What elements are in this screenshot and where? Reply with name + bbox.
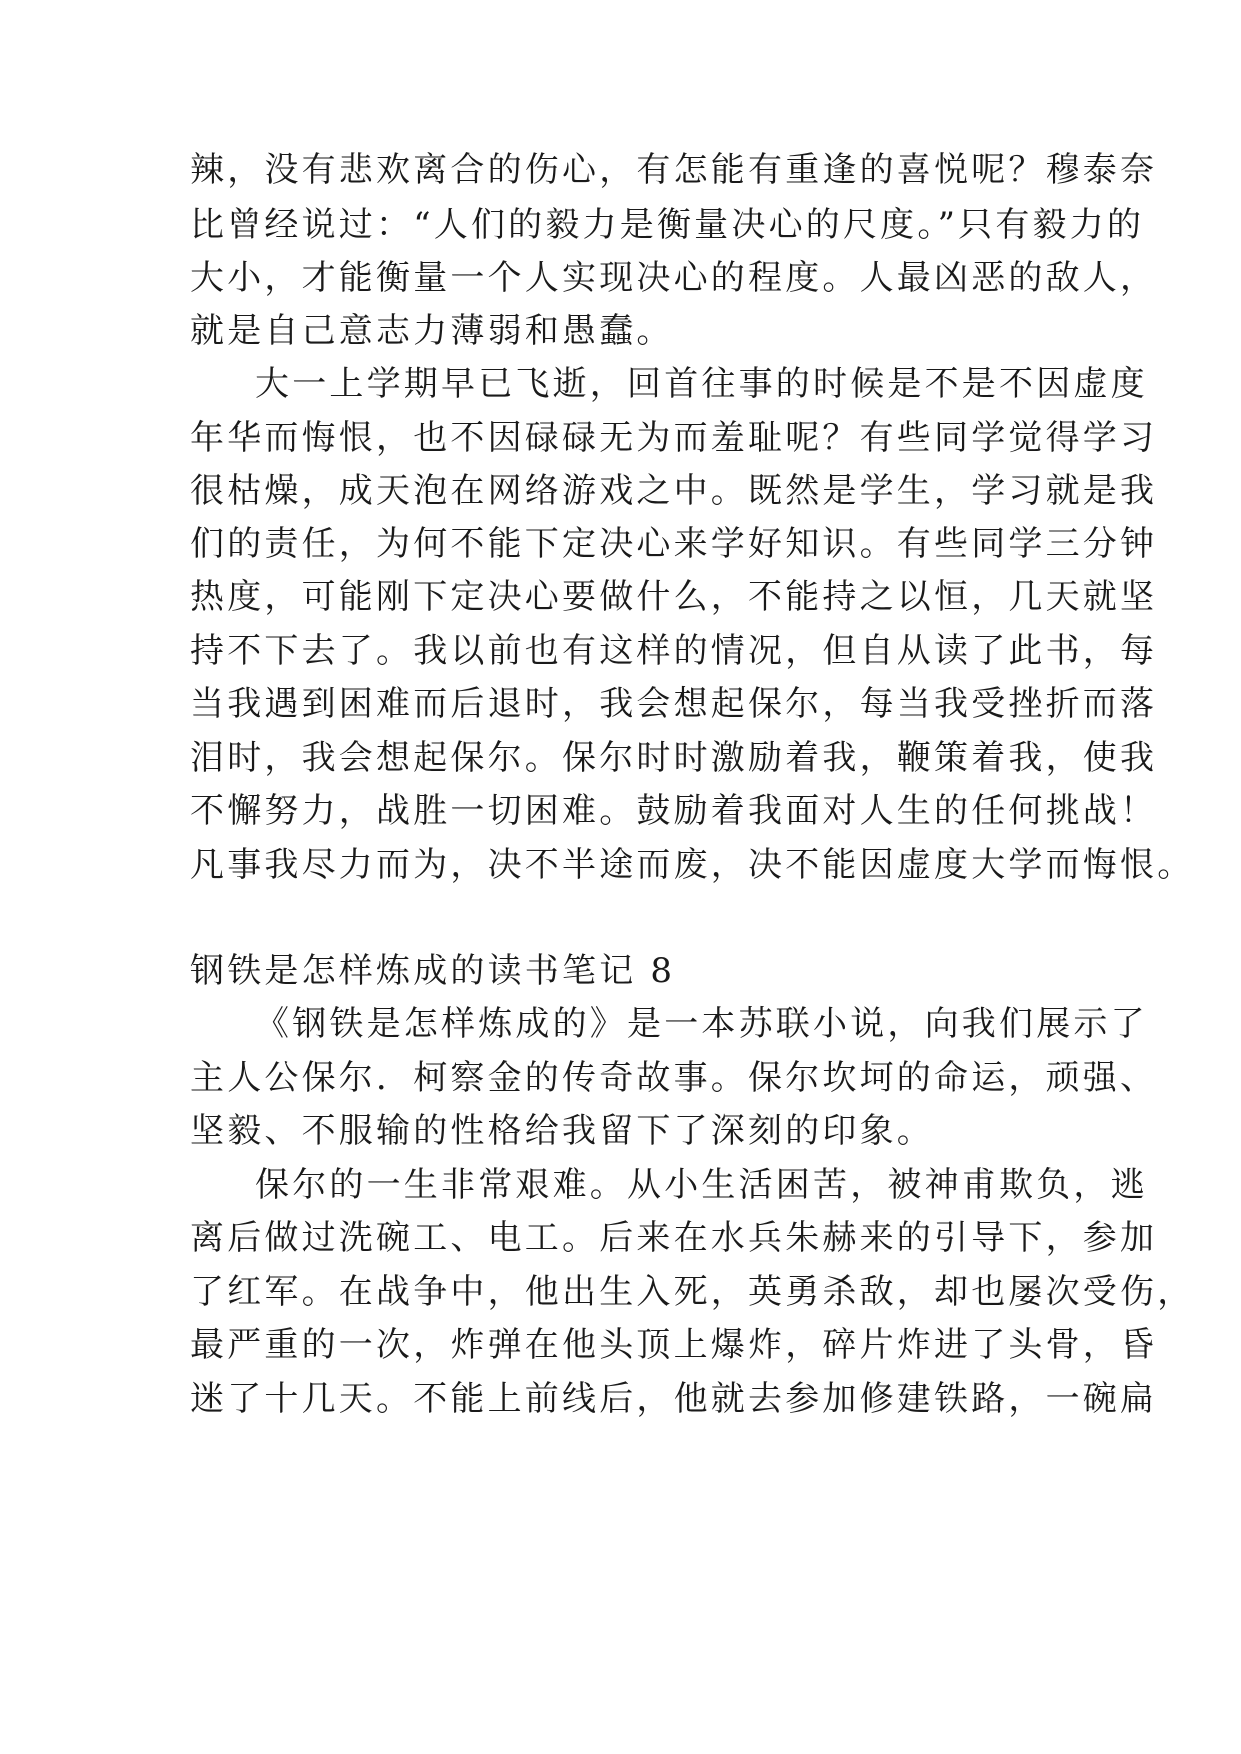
text-line: 辣，没有悲欢离合的伤心，有怎能有重逢的喜悦呢？穆泰奈 <box>190 150 1158 190</box>
text-line: 最严重的一次，炸弹在他头顶上爆炸，碎片炸进了头骨，昏 <box>190 1325 1158 1365</box>
text-line: 持不下去了。我以前也有这样的情况，但自从读了此书，每 <box>190 631 1158 671</box>
text-line: 泪时，我会想起保尔。保尔时时激励着我，鞭策着我，使我 <box>190 738 1158 778</box>
text-line: 保尔的一生非常艰难。从小生活困苦，被神甫欺负，逃 <box>255 1165 1148 1205</box>
text-line: 离后做过洗碗工、电工。后来在水兵朱赫来的引导下，参加 <box>190 1218 1158 1258</box>
text-line: 大小，才能衡量一个人实现决心的程度。人最凶恶的敌人， <box>190 258 1158 298</box>
text-line: 了红军。在战争中，他出生入死，英勇杀敌，却也屡次受伤， <box>190 1272 1195 1312</box>
text-line: 大一上学期早已飞逝，回首往事的时候是不是不因虚度 <box>255 364 1148 404</box>
section-heading: 钢铁是怎样炼成的读书笔记 8 <box>190 951 676 991</box>
text-line: 凡事我尽力而为，决不半途而废，决不能因虚度大学而悔恨。 <box>190 845 1195 885</box>
text-line: 热度，可能刚下定决心要做什么，不能持之以恒，几天就坚 <box>190 577 1158 617</box>
text-line: 就是自己意志力薄弱和愚蠢。 <box>190 311 674 351</box>
text-line: 坚毅、不服输的性格给我留下了深刻的印象。 <box>190 1111 934 1151</box>
text-line: 们的责任，为何不能下定决心来学好知识。有些同学三分钟 <box>190 524 1158 564</box>
text-line: 《钢铁是怎样炼成的》是一本苏联小说，向我们展示了 <box>255 1004 1148 1044</box>
text-line: 迷了十几天。不能上前线后，他就去参加修建铁路，一碗扁 <box>190 1379 1158 1419</box>
text-line: 主人公保尔．柯察金的传奇故事。保尔坎坷的命运，顽强、 <box>190 1058 1158 1098</box>
text-line: 很枯燥，成天泡在网络游戏之中。既然是学生，学习就是我 <box>190 471 1158 511</box>
text-line: 当我遇到困难而后退时，我会想起保尔，每当我受挫折而落 <box>190 684 1158 724</box>
text-line: 年华而悔恨，也不因碌碌无为而羞耻呢？有些同学觉得学习 <box>190 418 1158 458</box>
text-line: 不懈努力，战胜一切困难。鼓励着我面对人生的任何挑战！ <box>190 791 1158 831</box>
text-line: 比曾经说过：“人们的毅力是衡量决心的尺度。”只有毅力的 <box>190 205 1145 245</box>
